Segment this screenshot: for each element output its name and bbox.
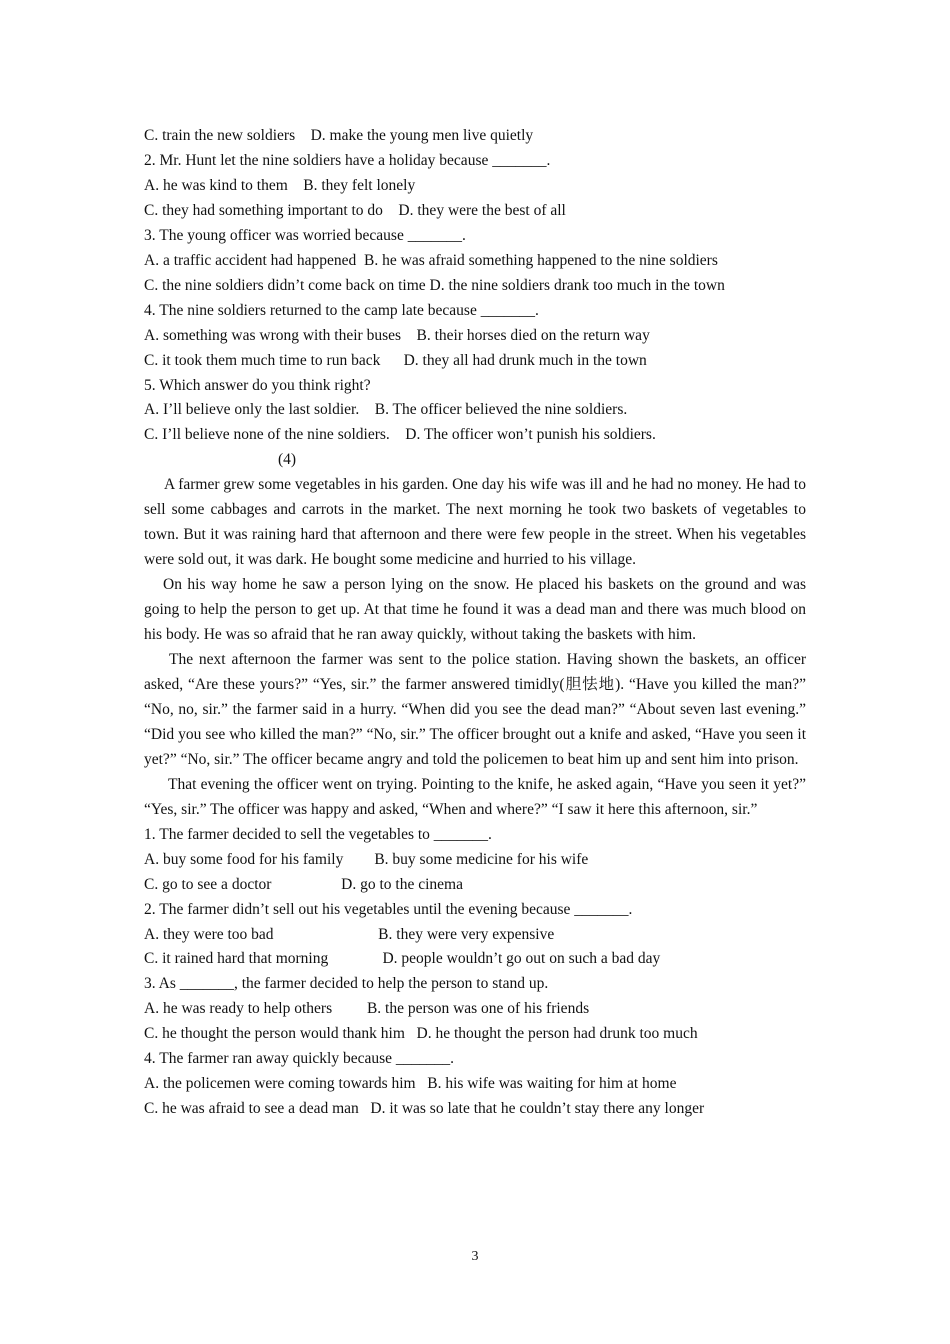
- question-line: C. he thought the person would thank him D. he thought the person had drunk too much: [144, 1025, 698, 1043]
- section-number: (4): [278, 451, 297, 469]
- question-line: A. he was ready to help others B. the person was one of his friends: [144, 1000, 590, 1018]
- question-line: 3. The young officer was worried because _______.: [144, 226, 466, 244]
- question-line: A. he was kind to them B. they felt lonely: [144, 176, 416, 194]
- passage-paragraph: The next afternoon the farmer was sent to the police station. Having shown the baskets, an officer asked, “Are these yours?” “Yes, sir.” the farmer answered timidly(胆怯地). “Have you killed the man?” “No, no, sir.” the farmer said in a hurry. “When did you see the dead man?” “About seven last evening.” “Did you see who killed the man?” “No, sir.” The officer brought out a knife and asked, “Have you seen it yet?” “No, sir.” The officer became angry and told the policemen to beat him up and sent him into prison.: [144, 651, 806, 768]
- page-content: [144, 124, 806, 1122]
- question-line: C. they had something important to do D. they were the best of all: [144, 201, 566, 219]
- question-line: C. the nine soldiers didn’t come back on time D. the nine soldiers drank too much in the town: [144, 276, 725, 294]
- question-line: 1. The farmer decided to sell the vegetables to _______.: [144, 825, 492, 843]
- question-line: 4. The farmer ran away quickly because _______.: [144, 1050, 455, 1068]
- question-line: 3. As _______, the farmer decided to help the person to stand up.: [144, 975, 549, 993]
- question-line: 4. The nine soldiers returned to the camp late because _______.: [144, 301, 539, 319]
- question-line: C. train the new soldiers D. make the young men live quietly: [144, 127, 534, 144]
- question-line: C. it took them much time to run back D. they all had drunk much in the town: [144, 351, 647, 369]
- page-number: 3: [471, 1249, 479, 1264]
- question-line: C. go to see a doctor D. go to the cinema: [144, 875, 463, 893]
- question-line: 2. Mr. Hunt let the nine soldiers have a holiday because _______.: [144, 151, 551, 169]
- question-line: 5. Which answer do you think right?: [144, 376, 371, 394]
- question-line: A. something was wrong with their buses B. their horses died on the return way: [144, 326, 650, 344]
- question-line: A. the policemen were coming towards him B. his wife was waiting for him at home: [144, 1075, 677, 1093]
- question-line: C. he was afraid to see a dead man D. it was so late that he couldn’t stay there any longer: [144, 1100, 705, 1118]
- question-line: C. it rained hard that morning D. people wouldn’t go out on such a bad day: [144, 950, 661, 968]
- question-line: C. I’ll believe none of the nine soldiers. D. The officer won’t punish his soldiers.: [144, 426, 656, 444]
- question-line: A. I’ll believe only the last soldier. B. The officer believed the nine soldiers.: [144, 401, 628, 419]
- passage-paragraph: A farmer grew some vegetables in his garden. One day his wife was ill and he had no money. He had to sell some cabbages and carrots in the market. The next morning he took two baskets of vegetables to town. But it was raining hard that afternoon and there were few people in the street. When his vegetables were sold out, it was dark. He bought some medicine and hurried to his village.: [144, 476, 806, 569]
- question-line: A. they were too bad B. they were very expensive: [144, 925, 555, 943]
- question-line: 2. The farmer didn’t sell out his vegetables until the evening because _______.: [144, 900, 633, 918]
- passage-paragraph: On his way home he saw a person lying on the snow. He placed his baskets on the ground and was going to help the person to get up. At that time he found it was a dead man and there was much blood on his body. He was so afraid that he ran away quickly, without taking the baskets with him.: [144, 576, 806, 644]
- question-line: A. a traffic accident had happened B. he was afraid something happened to the nine soldiers: [144, 251, 718, 269]
- passage-paragraph: That evening the officer went on trying. Pointing to the knife, he asked again, “Have you seen it yet?” “Yes, sir.” The officer was happy and asked, “When and where?” “I saw it here this afternoon, sir.”: [144, 775, 806, 818]
- question-line: A. buy some food for his family B. buy some medicine for his wife: [144, 850, 589, 868]
